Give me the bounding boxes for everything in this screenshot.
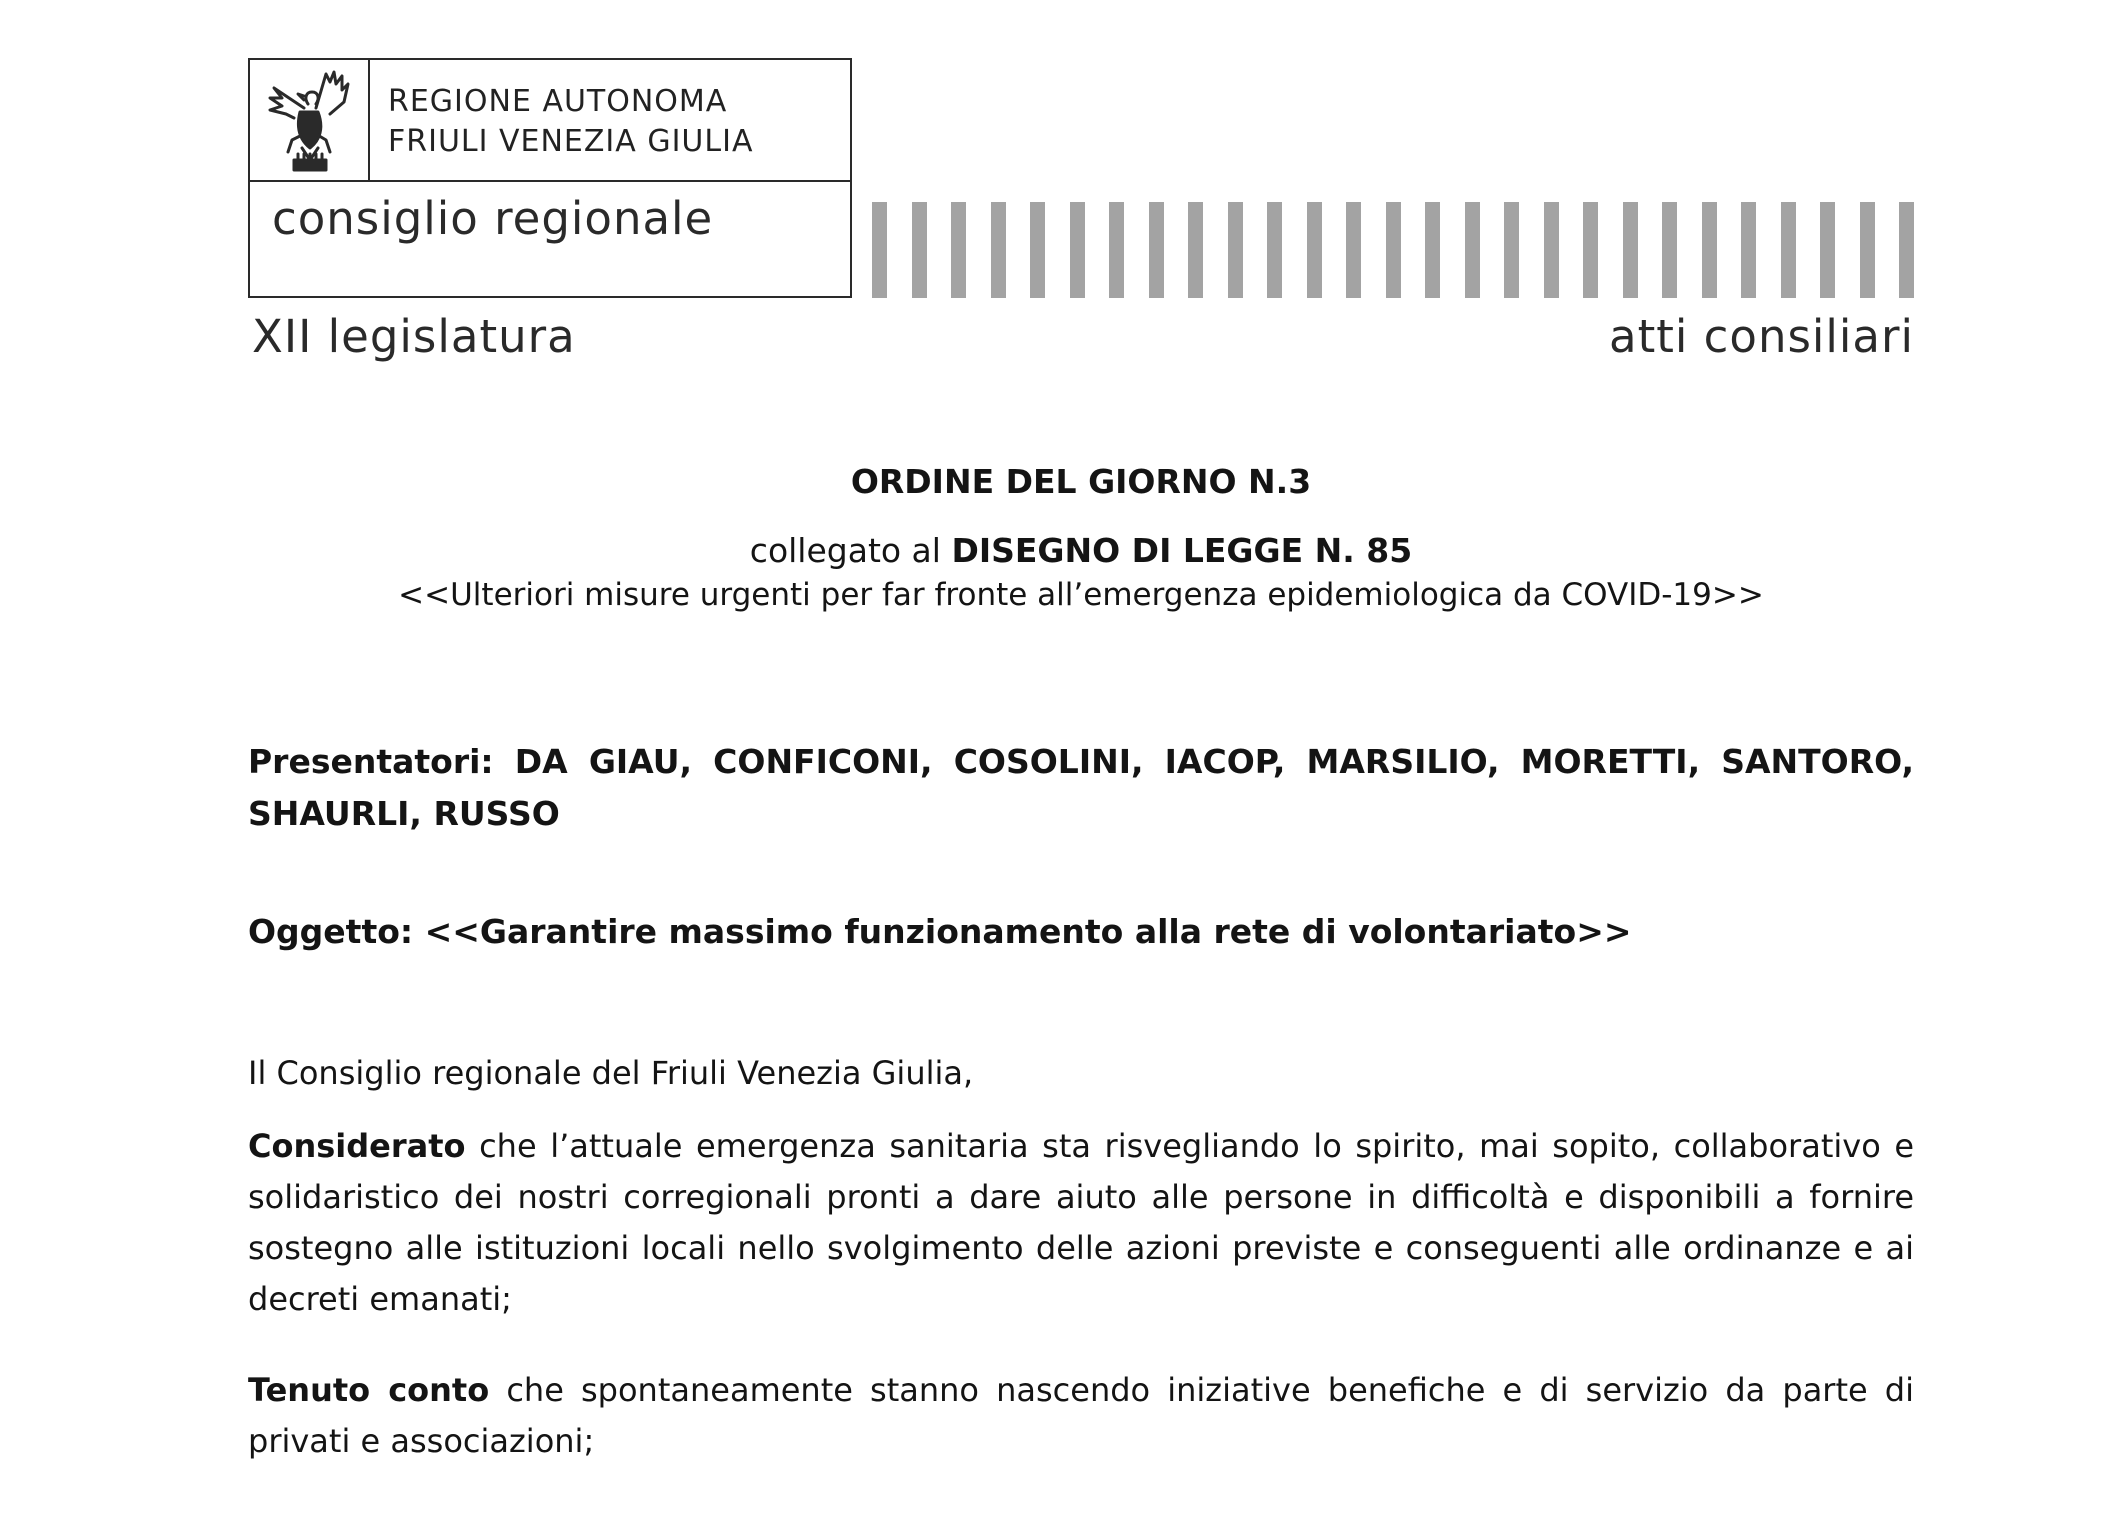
barcode-bar — [1465, 202, 1480, 298]
bill-subtitle: <<Ulteriori misure urgenti per far fronte all’emergenza epidemiologica da COVID-19>> — [398, 577, 1764, 613]
barcode-bar — [1583, 202, 1598, 298]
barcode-bar — [1386, 202, 1401, 298]
barcode-bar — [1544, 202, 1559, 298]
subject-label: Oggetto: — [248, 912, 414, 951]
barcode-bar — [1702, 202, 1717, 298]
barcode-bar — [1070, 202, 1085, 298]
barcode-bar — [1267, 202, 1282, 298]
paragraph-text: che spontaneamente stanno nascendo iniziative benefiche e di servizio da parte di privati e associazioni; — [248, 1371, 1915, 1460]
document-body — [248, 736, 1914, 1467]
barcode-bar — [1623, 202, 1638, 298]
council-name: consiglio regionale — [272, 192, 714, 245]
presenters-label: Presentatori: — [248, 742, 494, 781]
barcode-bar — [1030, 202, 1045, 298]
barcode-bar — [1109, 202, 1124, 298]
subject-text: <<Garantire massimo funzionamento alla rete di volontariato>> — [424, 912, 1632, 951]
legislature-label: XII legislatura — [252, 310, 576, 363]
paragraph-lead: Tenuto conto — [248, 1371, 490, 1409]
barcode-bar — [1504, 202, 1519, 298]
region-name-line1: REGIONE AUTONOMA — [388, 84, 728, 119]
barcode-bar — [1307, 202, 1322, 298]
barcode-bar — [872, 202, 887, 298]
letterhead-crest-box — [248, 58, 852, 298]
title-block — [248, 458, 1914, 616]
barcode-bar — [1228, 202, 1243, 298]
barcode-bar — [1741, 202, 1756, 298]
decorative-barcode — [872, 202, 1914, 298]
region-name-line2: FRIULI VENEZIA GIULIA — [388, 124, 754, 159]
region-name — [388, 82, 753, 162]
paragraph-lead: Considerato — [248, 1127, 466, 1165]
barcode-bar — [1188, 202, 1203, 298]
linked-bill-line — [248, 528, 1914, 574]
linked-prefix: collegato al — [749, 531, 941, 570]
barcode-bar — [1149, 202, 1164, 298]
barcode-bar — [1781, 202, 1796, 298]
paragraph-tenuto-conto — [248, 1365, 1914, 1467]
barcode-bar — [1820, 202, 1835, 298]
presenters-names: DA GIAU, CONFICONI, COSOLINI, IACOP, MARSILIO, MORETTI, SANTORO, SHAURLI, RUSSO — [248, 742, 1914, 833]
barcode-bar — [912, 202, 927, 298]
barcode-bar — [1899, 202, 1914, 298]
eagle-emblem-icon — [250, 60, 370, 180]
document-title: ORDINE DEL GIORNO N.3 — [850, 462, 1312, 501]
opening-line: Il Consiglio regionale del Friuli Venezia Giulia, — [248, 1054, 974, 1092]
paragraph-text: che l’attuale emergenza sanitaria sta risvegliando lo spirito, mai sopito, collaborativo e solidaristico dei nostri corregionali pronti a dare aiuto alle persone in difficoltà e disponibili a fornire sostegno alle istituzioni locali nello svolgimento delle azioni previste e conseguenti alle ordinanze e ai decreti emanati; — [248, 1127, 1914, 1318]
presenters-line — [248, 736, 1914, 840]
paragraph-considerato — [248, 1121, 1914, 1325]
barcode-bar — [1662, 202, 1677, 298]
barcode-bar — [1425, 202, 1440, 298]
barcode-bar — [991, 202, 1006, 298]
barcode-bar — [951, 202, 966, 298]
barcode-bar — [1346, 202, 1361, 298]
subject-line — [248, 906, 1914, 958]
acts-label: atti consiliari — [1609, 310, 1914, 363]
crest-top-row — [250, 60, 850, 182]
linked-bill: DISEGNO DI LEGGE N. 85 — [951, 531, 1413, 570]
barcode-bar — [1860, 202, 1875, 298]
